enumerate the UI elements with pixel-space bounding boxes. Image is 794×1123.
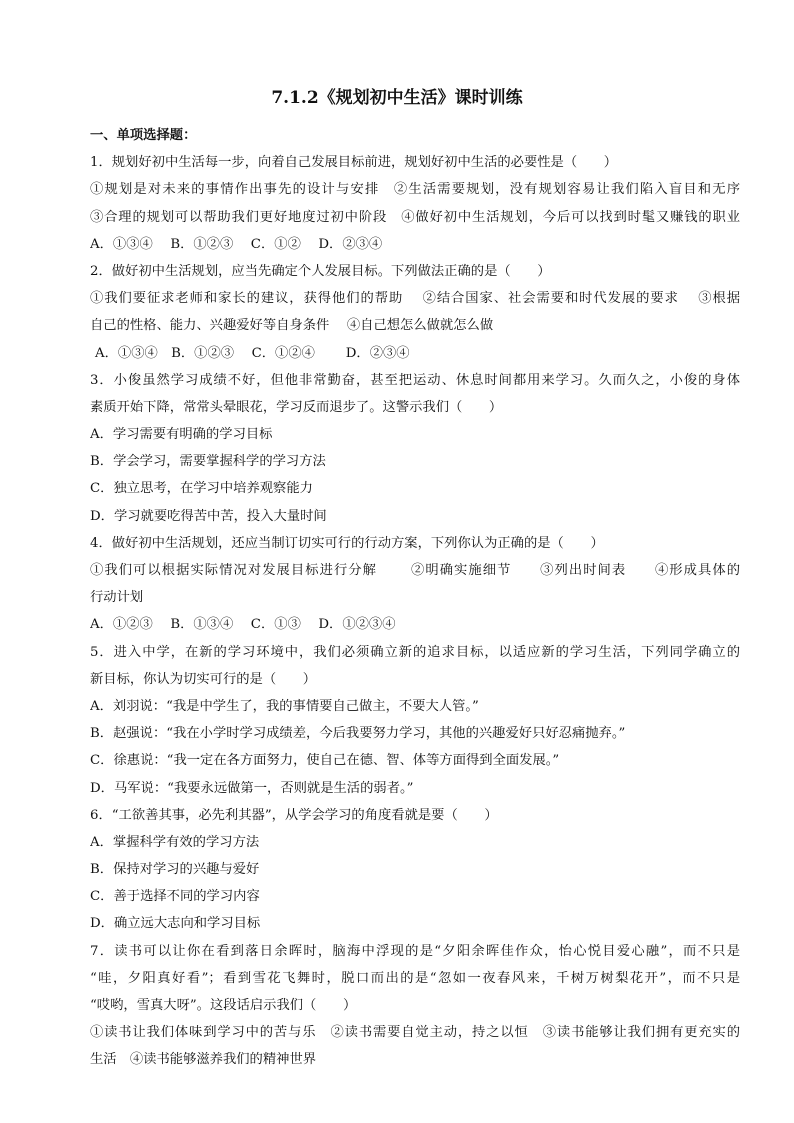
q5-option-b: B．赵强说：“我在小学时学习成绩差，今后我要努力学习，其他的兴趣爱好只好忍痛抛弃。” bbox=[90, 726, 626, 742]
question-list bbox=[90, 122, 740, 1074]
q5-option-a: A．刘羽说：“我是中学生了，我的事情要自己做主，不要大人管。” bbox=[90, 698, 479, 714]
q6-stem: 6．“工欲善其事，必先利其器”，从学会学习的角度看就是要（ ） bbox=[90, 807, 498, 823]
q5-option-d: D．马军说：“我要永远做第一，否则就是生活的弱者。” bbox=[90, 780, 414, 796]
q5-option-c: C．徐惠说：“我一定在各方面努力，使自己在德、智、体等方面得到全面发展。” bbox=[90, 753, 560, 769]
page-title: 7.1.2《规划初中生活》课时训练 bbox=[271, 88, 523, 108]
q3-option-b: B．学会学习，需要掌握科学的学习方法 bbox=[90, 454, 326, 470]
q6-option-b: B．保持对学习的兴趣与爱好 bbox=[90, 862, 260, 878]
q4-statements-line-2: 行动计划 bbox=[90, 590, 144, 606]
section-heading: 一、单项选择题： bbox=[90, 128, 197, 143]
q6-option-d: D．确立远大志向和学习目标 bbox=[90, 916, 261, 932]
q4-statements-line-1: ①我们可以根据实际情况对发展目标进行分解 ②明确实施细节 ③列出时间表 ④形成具体的 bbox=[90, 563, 740, 578]
q2-statements-line-1: ①我们要征求老师和家长的建议，获得他们的帮助 ②结合国家、社会需要和时代发展的要求 ③根据 bbox=[90, 291, 740, 307]
q7-stem-line-1: 7．读书可以让你在看到落日余晖时，脑海中浮现的是“夕阳余晖佳作众，怡心悦目爱心融”，而不只是 bbox=[90, 943, 740, 959]
q1-statements-line-2: ③合理的规划可以帮助我们更好地度过初中阶段 ④做好初中生活规划，今后可以找到时髦又赚钱的职业 bbox=[90, 209, 740, 225]
q1-statements-line-1: ①规划是对未来的事情作出事先的设计与安排 ②生活需要规划，没有规划容易让我们陷入盲目和无序 bbox=[90, 182, 740, 198]
q7-statements-line-2: 生活 ④读书能够滋养我们的精神世界 bbox=[90, 1052, 317, 1068]
q2-stem: 2．做好初中生活规划，应当先确定个人发展目标。下列做法正确的是（ ） bbox=[90, 263, 551, 279]
q2-options: A．①③④ B．①②③ C．①②④ D．②③④ bbox=[95, 345, 410, 361]
q3-option-c: C．独立思考，在学习中培养观察能力 bbox=[90, 481, 313, 497]
q1-stem: 1．规划好初中生活每一步，向着自己发展目标前进，规划好初中生活的必要性是（ ） bbox=[90, 155, 618, 171]
q7-stem-line-3: “哎哟，雪真大呀”。这段话启示我们（ ） bbox=[90, 998, 357, 1013]
q3-stem-line-2: 素质开始下降，常常头晕眼花，学习反而退步了。这警示我们（ ） bbox=[90, 399, 503, 415]
q3-option-a: A．学习需要有明确的学习目标 bbox=[90, 427, 273, 443]
q5-stem-line-1: 5．进入中学，在新的学习环境中，我们必须确立新的追求目标，以适应新的学习生活，下列同学确立的 bbox=[90, 644, 740, 660]
q7-stem-line-2: “哇，夕阳真好看”；看到雪花飞舞时，脱口而出的是“忽如一夜春风来，千树万树梨花开”，而不只是 bbox=[90, 970, 740, 986]
q6-option-c: C．善于选择不同的学习内容 bbox=[90, 889, 260, 905]
q5-stem-line-2: 新目标，你认为切实可行的是（ ） bbox=[90, 671, 317, 687]
q4-options: A．①②③ B．①③④ C．①③ D．①②③④ bbox=[90, 617, 396, 633]
q7-statements-line-1: ①读书让我们体味到学习中的苦与乐 ②读书需要自觉主动，持之以恒 ③读书能够让我们拥有更充实的 bbox=[90, 1025, 740, 1041]
q4-stem: 4．做好初中生活规划，还应当制订切实可行的行动方案，下列你认为正确的是（ ） bbox=[90, 535, 604, 551]
q2-statements-line-2: 自己的性格、能力、兴趣爱好等自身条件 ④自己想怎么做就怎么做 bbox=[90, 318, 494, 334]
q1-options: A．①③④ B．①②③ C．①② D．②③④ bbox=[90, 236, 383, 252]
q3-stem-line-1: 3．小俊虽然学习成绩不好，但他非常勤奋，甚至把运动、休息时间都用来学习。久而久之，小俊的身体 bbox=[90, 372, 740, 388]
q3-option-d: D．学习就要吃得苦中苦，投入大量时间 bbox=[90, 508, 327, 524]
q6-option-a: A．掌握科学有效的学习方法 bbox=[90, 834, 260, 850]
